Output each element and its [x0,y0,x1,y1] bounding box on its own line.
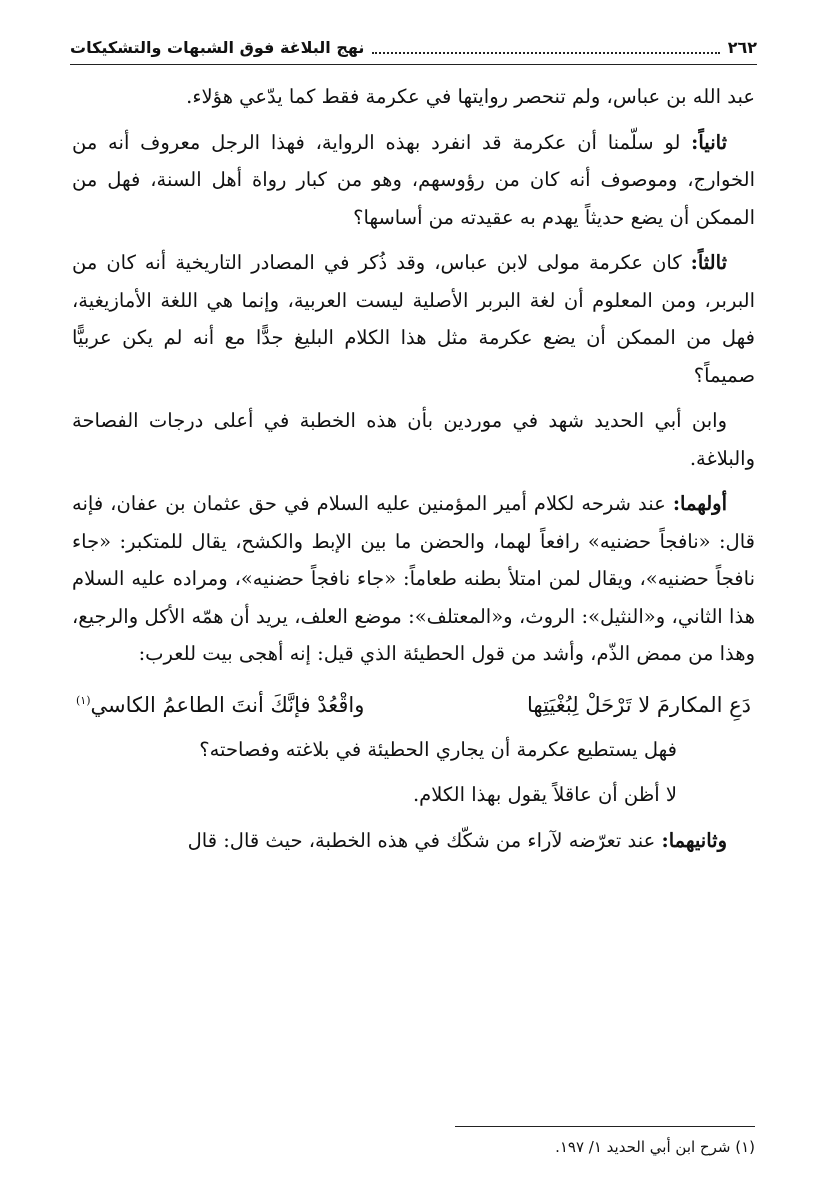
paragraph-2: ثانياً: لو سلّمنا أن عكرمة قد انفرد بهذه الرواية، فهذا الرجل معروف أنه من الخوارج، وموصوف أنه كان من رؤوسهم، وهو من كبار رواة أهل السنة، فهل من الممكن أن يضع حديثاً يهدم به عقيدته من أساسها؟ [72,130,755,229]
poem-verse [72,681,755,725]
running-header [70,32,757,62]
footnote: (١) شرح ابن أبي الحديد ١/ ١٩٧. [555,1138,755,1156]
paragraph-4: وابن أبي الحديد شهد في موردين بأن هذه الخطبة في أعلى درجات الفصاحة والبلاغة. [72,409,755,470]
footnote-rule [455,1126,755,1127]
after-poem-line-2: لا أظن أن عاقلاً يقول بهذا الكلام. [412,783,677,806]
poem-hemistich-1: دَعِ المكارمَ لا تَرْحَلْ لِبُغْيَتِها [526,692,751,717]
paragraph-1: عبد الله بن عباس، ولم تنحصر روايتها في عكرمة فقط كما يدّعي هؤلاء. [186,85,755,108]
header-dot-leader [372,40,719,54]
running-title: نهج البلاغة فوق الشبهات والتشكيكات [70,37,365,57]
after-poem-line-1: فهل يستطيع عكرمة أن يجاري الحطيئة في بلاغته وفصاحته؟ [199,737,677,761]
main-text [72,78,755,867]
paragraph-3: ثالثاً: كان عكرمة مولى لابن عباس، وقد ذُكر في المصادر التاريخية أنه كان من البربر، ومن المعلوم أن لغة البربر الأصلية ليست العربية، وإنما هي اللغة الأمازيغية، فهل من الممكن أن يضع عكرمة مثل هذا الكلام البليغ جدًّا مع أنه لم يكن عربيًّا صميماً؟ [72,251,755,387]
header-rule [70,64,757,65]
paragraph-last: وثانيهما: عند تعرّضه لآراء من شكّك في هذه الخطبة، حيث قال: قال [187,828,727,852]
paragraph-5: أولهما: عند شرحه لكلام أمير المؤمنين عليه السلام في حق عثمان بن عفان، فإنه قال: «نافجاً حضنيه» رافعاً لهما، والحضن ما بين الإبط والكشح، يقال للمتكبر: «جاء نافجاً حضنيه»، ويقال لمن امتلأ بطنه طعاماً: «جاء نافجاً حضنيه»، ومراده عليه السلام هذا الثاني، و«النثيل»: الروث، و«المعتلف»: موضع العلف، يريد أن همّه الأكل والرجيع، وهذا من ممض الذّم، وأشد من قول الحطيئة الذي قيل: إنه أهجى بيت للعرب: [72,492,755,665]
page-number: ٢٦٢ [727,37,757,57]
poem-hemistich-2: واقْعُدْ فإنَّكَ أنتَ الطاعمُ الكاسي$^{(١)}$ [76,692,365,717]
footnote-marker: (١) [76,693,91,707]
